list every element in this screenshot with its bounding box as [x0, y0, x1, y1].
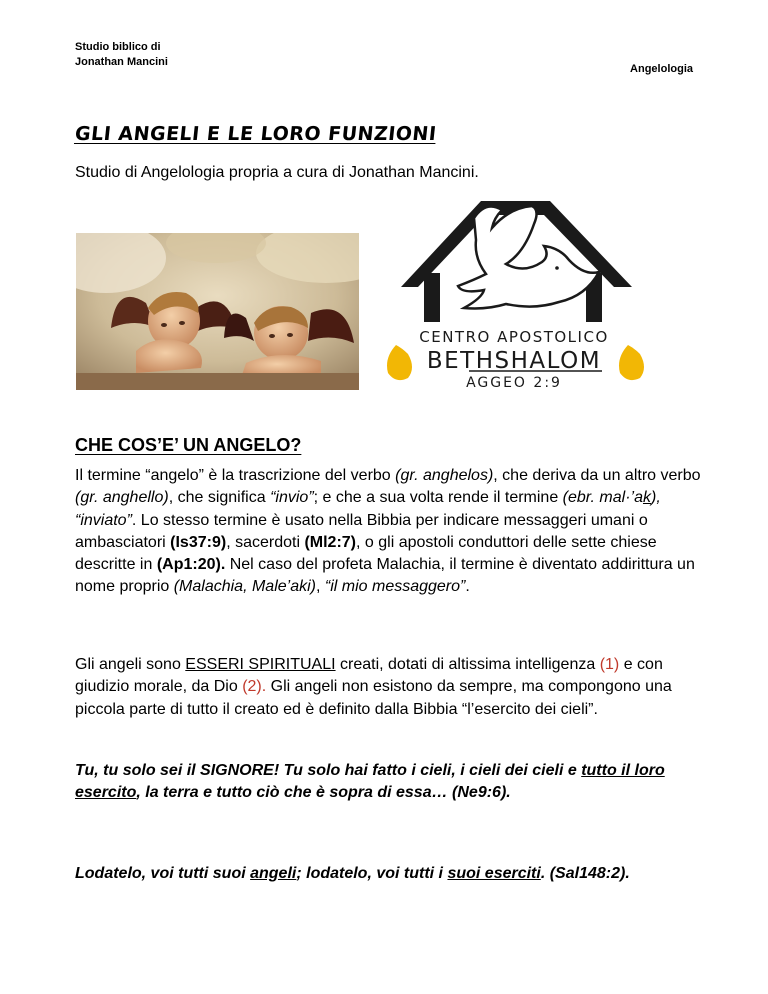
header-topic: Angelologia: [630, 63, 693, 75]
quote-nehemiah: [75, 760, 705, 805]
p1-b1: (Is37:9): [170, 533, 227, 551]
p1-t9: ,: [315, 578, 325, 596]
section-heading: CHE COS’E’ UN ANGELO?: [75, 435, 302, 455]
footnote-ref-2: (2).: [242, 678, 267, 696]
q2-t2: ; lodatelo, voi tutti i: [296, 865, 448, 882]
p1-t3: , che significa: [168, 489, 271, 507]
q2-u1: angeli: [250, 865, 297, 882]
p1-t1: Il termine “angelo” è la trascrizione del verbo: [75, 467, 396, 484]
p2-t2: creati, dotati di altissima intelligenza: [335, 656, 600, 673]
page-title: GLI ANGELI E LE LORO FUNZIONI: [73, 123, 438, 145]
p1-t8: Nel caso del profeta Malachia, il termine è diventato addirittura un nome proprio: [75, 556, 695, 596]
footnote-ref-1: (1): [599, 656, 620, 673]
p1-i3: “invio”: [270, 489, 314, 507]
p1-i5: (Malachia, Male’aki): [173, 578, 316, 596]
p1-t5: . Lo stesso termine è usato nella Bibbia per indicare messaggeri umani o ambasciatori: [75, 511, 648, 551]
p1-t10: .: [465, 578, 470, 596]
p1-t7: , o gli apostoli conduttori delle sette chiese descritte in: [75, 533, 657, 574]
cherubs-painting: [76, 233, 359, 390]
header-author-line2: Jonathan Mancini: [75, 56, 168, 68]
p2-t3: e con giudizio morale, da Dio: [75, 656, 663, 696]
header-author: [75, 40, 168, 70]
logo-line1: CENTRO APOSTOLICO: [419, 328, 609, 346]
p1-i4c: ), “inviato”: [75, 489, 661, 529]
p1-i4a: (ebr. mal·’a: [562, 489, 643, 507]
p2-t4: Gli angeli non esistono da sempre, ma compongono una piccola parte di tutto il creato ed è definito dalla Bibbia “l’esercito dei cieli”.: [75, 678, 672, 718]
quote-psalm: [75, 863, 705, 885]
p2-t1: Gli angeli sono: [75, 656, 186, 673]
subtitle: Studio di Angelologia propria a cura di Jonathan Mancini.: [75, 164, 479, 181]
p1-t2: , che deriva da un altro verbo: [493, 467, 701, 484]
p1-i4b: k: [642, 489, 651, 507]
p1-b2: (Ml2:7): [304, 533, 357, 551]
p1-i1: (gr. anghelos): [395, 467, 494, 484]
q2-t1: Lodatelo, voi tutti suoi: [75, 865, 251, 882]
p1-t4: ; e che a sua volta rende il termine: [313, 489, 563, 507]
p1-b3: (Ap1:20).: [156, 556, 226, 574]
p1-t6: , sacerdoti: [226, 533, 305, 551]
q2-u2: suoi eserciti: [447, 865, 541, 882]
q2-t3: . (Sal148:2).: [540, 865, 630, 882]
p2-u1: ESSERI SPIRITUALI: [185, 656, 336, 673]
logo-line2: BETHSHALOM: [426, 348, 602, 374]
q1-t2: , la terra e tutto ciò che è sopra di essa… (Ne9:6).: [136, 784, 511, 802]
bethshalom-logo: [374, 198, 650, 394]
p1-i6: “il mio messaggero”: [324, 578, 466, 596]
paragraph-definition: [75, 465, 705, 599]
header-author-line1: Studio biblico di: [75, 41, 161, 53]
q1-t1: Tu, tu solo sei il SIGNORE! Tu solo hai fatto i cieli, i cieli dei cieli e: [75, 762, 582, 779]
p1-i2: (gr. anghello): [75, 489, 169, 507]
logo-line3: AGGEO 2:9: [466, 375, 562, 391]
paragraph-spiritual-beings: [75, 654, 705, 721]
q1-u1: tutto il loro esercito: [75, 762, 665, 802]
